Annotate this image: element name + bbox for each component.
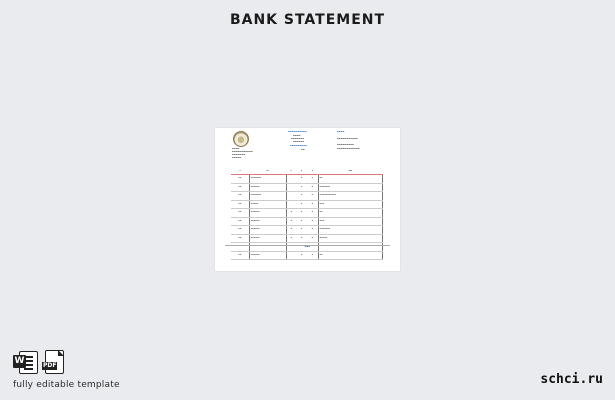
- transactions-table: ▪ ▪▪ ▪ ▪ ▪ ▪▪▪ ▬▬ ▬▬▬▬▬▬▬ ▬ ▬ ▬▬ ▬▬ ▬▬▬▬▬▬ ▬ ▬ ▬▬▬▬▬▬▬ ▬▬ ▬▬▬▬▬▬▬ ▬ ▬ ▬▬▬▬▬▬▬▬▬▬▬ ▬▬ ▬▬▬▬▬ ▬ ▬ ▬▬▬ ▬▬ ▬▬▬▬▬▬ ▬ ▬ ▬ ▬▬ ▬▬ ▬▬▬▬▬▬ ▬ ▬ ▬ ▬▬▬ ▬▬ ▬▬▬▬▬▬ ▬ ▬ ▬ ▬▬▬▬▬▬▬ ▬▬ ▬▬▬▬▬▬ ▬ ▬ ▬ ▬▬▬▬▬ ▬▬ ▬▬▬▬▬▬ ▬ ▬ ▬ ▬▬▬▬▬▬ ▬▬ ▬▬▬▬▬▬ ▬ ▬ ▬▬: [231, 168, 383, 260]
- table-row: ▬▬ ▬▬▬▬▬▬ ▬ ▬ ▬ ▬▬▬▬▬: [231, 234, 383, 243]
- doc-line: ▬▬▬▬: [337, 131, 345, 133]
- table-row: ▬▬ ▬▬▬▬▬ ▬ ▬ ▬▬▬: [231, 200, 383, 209]
- doc-line: ▬▬▬▬▬▬▬▬▬▬▬▬: [337, 148, 360, 150]
- page-title: BANK STATEMENT: [229, 12, 386, 28]
- doc-line: ▬▬▬▬▬▬▬▬▬▬▬: [337, 138, 358, 140]
- table-row: ▬▬ ▬▬▬▬▬▬ ▬ ▬ ▬▬▬▬▬▬▬: [231, 183, 383, 192]
- doc-line: ▬▬▬▬▬: [232, 157, 242, 159]
- table-row: ▬▬ ▬▬▬▬▬▬ ▬ ▬ ▬ ▬▬▬▬▬▬: [231, 243, 383, 252]
- doc-line: ▬▬▬▬▬▬▬▬▬▬: [288, 131, 307, 133]
- site-brand: schci.ru: [540, 372, 603, 387]
- doc-line: ▬▬▬▬▬▬▬: [232, 154, 246, 156]
- document-preview: [215, 128, 400, 271]
- table-row: ▬▬ ▬▬▬▬▬▬ ▬ ▬ ▬▬: [231, 251, 383, 260]
- table-row: ▬▬ ▬▬▬▬▬▬ ▬ ▬ ▬ ▬▬: [231, 209, 383, 218]
- format-icons: [13, 350, 64, 374]
- editable-caption: fully editable template: [13, 380, 120, 390]
- doc-line: ▬▬▬▬: [293, 135, 301, 137]
- doc-line: ▬▬▬▬▬▬▬▬▬▬▬: [232, 151, 253, 153]
- bank-logo-icon: [233, 131, 249, 147]
- word-icon: W: [13, 350, 37, 374]
- doc-line: ▬▬▬▬: [232, 148, 240, 150]
- doc-line: ▬▬: [301, 149, 305, 151]
- doc-line: ▬▬▬▬▬▬▬▬▬: [337, 144, 355, 146]
- table-row: ▬▬ ▬▬▬▬▬▬▬ ▬ ▬ ▬▬: [231, 175, 383, 184]
- table-row: ▬▬ ▬▬▬▬▬▬ ▬ ▬ ▬ ▬▬▬: [231, 217, 383, 226]
- table-row: ▬▬ ▬▬▬▬▬▬▬ ▬ ▬ ▬▬▬▬▬▬▬▬▬▬▬: [231, 192, 383, 201]
- table-row: ▬▬ ▬▬▬▬▬▬ ▬ ▬ ▬ ▬▬▬▬▬▬▬: [231, 226, 383, 235]
- pdf-icon: PDF: [44, 350, 64, 374]
- doc-line: ▬▬▬▬▬▬: [293, 141, 305, 143]
- doc-footer: ▬▬▬: [304, 246, 311, 248]
- doc-line: ▬▬▬▬▬▬▬: [291, 138, 305, 140]
- doc-line: ▬▬▬▬▬▬▬▬▬: [290, 145, 308, 147]
